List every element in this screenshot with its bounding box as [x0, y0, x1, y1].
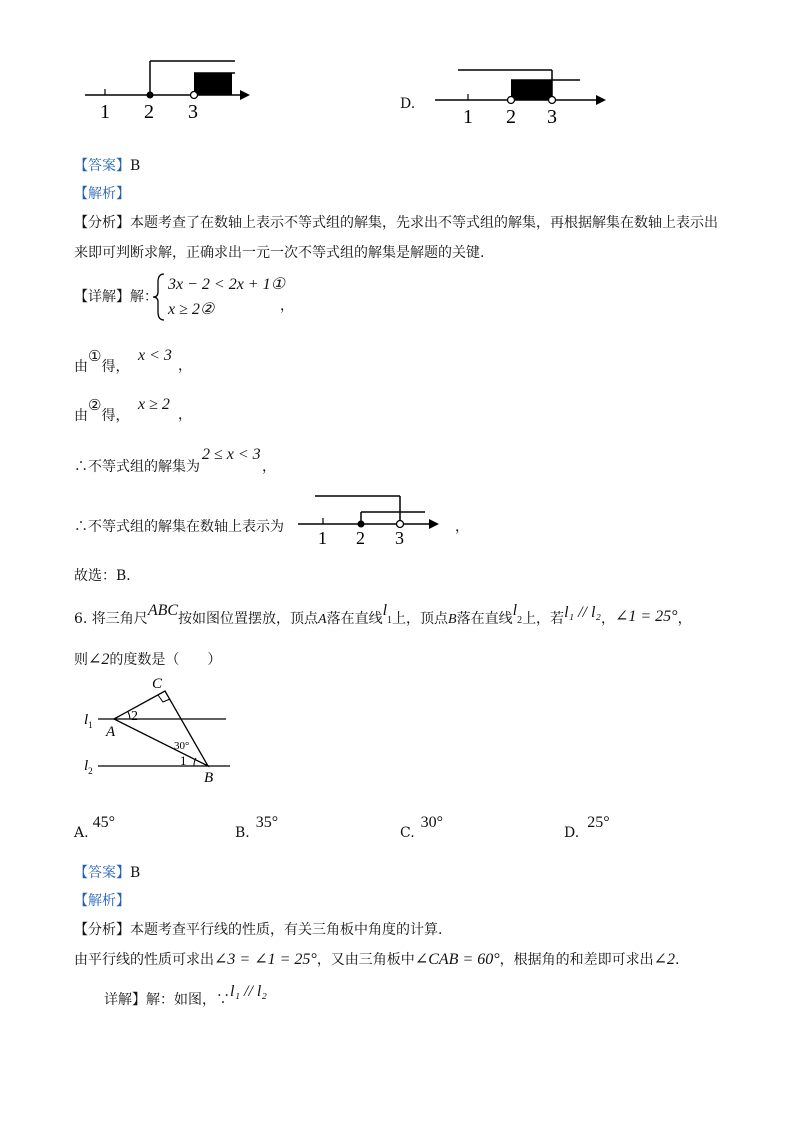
angle-1-label: 1 — [180, 753, 187, 768]
label-l2: $l_2$ — [84, 758, 93, 776]
step2-math: x ≥ 2 — [138, 396, 170, 413]
answer-value: B — [130, 865, 141, 881]
solution-number-line — [295, 488, 445, 548]
answer-label: 【答案】 — [74, 865, 130, 881]
step1: 由①得， — [74, 347, 130, 375]
step3: ∴不等式组的解集为 — [74, 459, 200, 475]
analysis-label: 【解析】 — [74, 186, 130, 202]
option-d-number-line — [430, 62, 615, 127]
q5-fenxi-line2: 来即可判断求解，正确求出一元一次不等式组的解集是解题的关键. — [74, 245, 485, 261]
angle-30-label: 30° — [174, 740, 190, 752]
angle-2-label: 2 — [131, 709, 138, 724]
q6-option-d[interactable]: D.25° — [564, 814, 610, 841]
tick-label: 2 — [356, 528, 365, 548]
step1-math: x < 3 — [138, 347, 172, 364]
answer-label: 【答案】 — [74, 158, 130, 174]
tick-label: 3 — [188, 101, 198, 123]
step3-math: 2 ≤ x < 3 — [202, 446, 261, 463]
q6-analysis-label: 【解析】 — [74, 893, 130, 909]
label-B: B — [204, 770, 214, 786]
step2: 由②得， — [74, 396, 130, 424]
q5-detail: 【详解】解： — [74, 289, 158, 305]
q6-option-c[interactable]: C.30° — [400, 814, 444, 841]
q6-detail: 详解】解：如图，∵l₁ // l₂ — [104, 983, 267, 1008]
label-C: C — [152, 676, 163, 692]
q6-answer — [74, 863, 140, 883]
system-line2: x ≥ 2② — [168, 301, 215, 318]
system-brace — [152, 272, 166, 322]
option-d-letter: D. — [400, 96, 416, 112]
q5-conclusion: 故选：B． — [74, 568, 141, 584]
q6-option-a[interactable]: A.45° — [74, 814, 115, 841]
option-c-number-line — [80, 55, 260, 125]
q6-stem-line2: 则∠2的度数是（ ） — [74, 651, 222, 668]
detail-label: 【详解】 — [74, 289, 130, 305]
q6-stem-line1: 6. 将三角尺ABC按如图位置摆放，顶点A落在直线$l_1$上，顶点B落在直线$l_2$上，若l₁ // l₂，∠1 = 25°， — [74, 602, 692, 627]
q6-option-b[interactable]: B.35° — [235, 814, 279, 841]
q5-fenxi-line1: 【分析】本题考查了在数轴上表示不等式组的解集，先求出不等式组的解集，再根据解集在数轴上表示出 — [74, 215, 718, 231]
q5-answer — [74, 156, 140, 176]
tick-label: 1 — [318, 528, 327, 548]
q6-fenxi-line2: 由平行线的性质可求出∠3 = ∠1 = 25°，又由三角板中∠CAB = 60°，根据角的和差即可求出∠2. — [74, 951, 680, 968]
fenxi-label: 【分析】 — [74, 215, 130, 231]
tick-label: 2 — [144, 101, 154, 123]
step4: ∴不等式组的解集在数轴上表示为 — [74, 519, 284, 535]
tick-label: 1 — [100, 101, 110, 123]
system-line1: 3x − 2 < 2x + 1① — [168, 276, 285, 293]
tick-label: 2 — [506, 106, 516, 127]
tick-label: 3 — [547, 106, 557, 127]
answer-value: B — [130, 158, 141, 174]
tick-label: 3 — [395, 528, 404, 548]
triangle-figure — [78, 672, 248, 787]
label-l1: $l_1$ — [84, 712, 93, 730]
q6-fenxi-line1: 【分析】本题考查平行线的性质，有关三角板中角度的计算. — [74, 922, 443, 938]
label-A: A — [106, 724, 116, 740]
tick-label: 1 — [463, 106, 473, 127]
